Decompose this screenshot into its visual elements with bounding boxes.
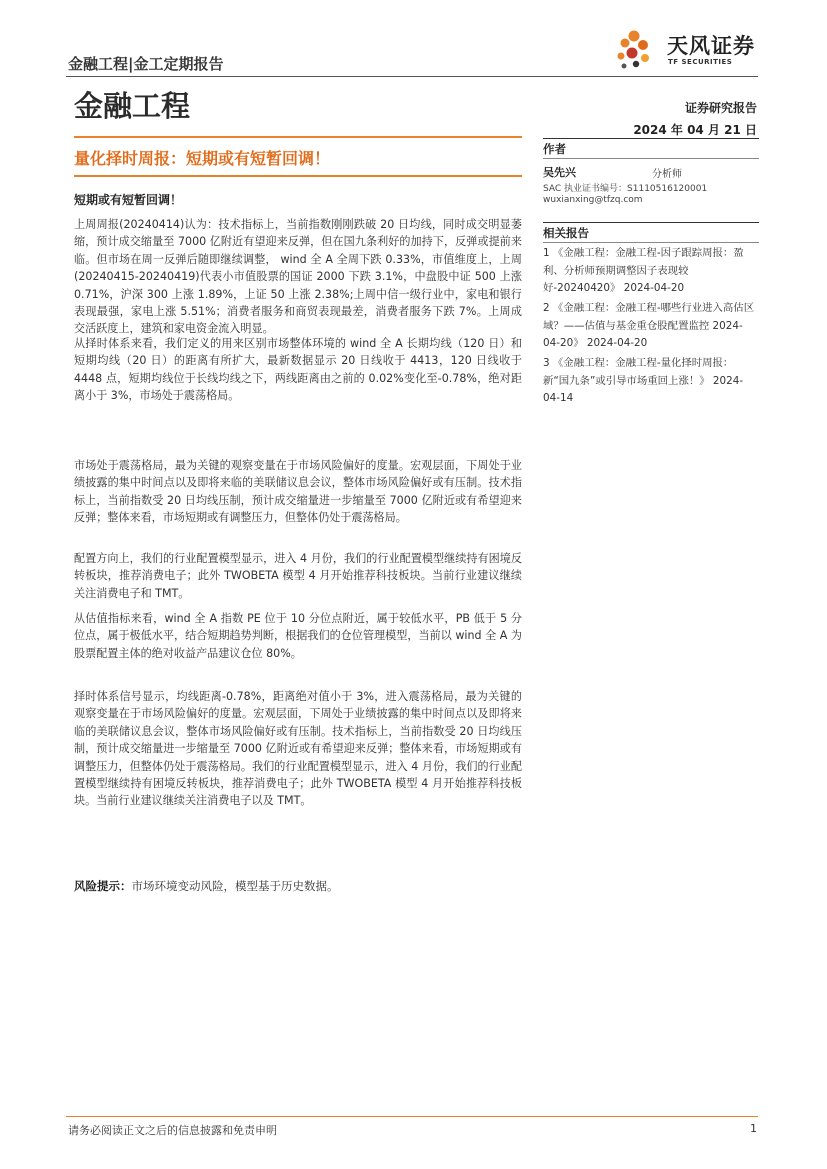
report-date: 2024 年 04 月 21 日: [633, 123, 757, 137]
body-paragraph-2: 从择时体系来看，我们定义的用来区别市场整体环境的 wind 全 A 长期均线（120 日）和短期均线（20 日）的距离有所扩大，最新数据显示 20 日线收于 4413，120 日线收于 4448 点，短期均线位于长线均线之下，两线距离由之前的 0.02%变化至-0.78%，绝对距离小于 3%，市场处于震荡格局。: [74, 337, 522, 403]
section-title: 短期或有短暂回调！: [74, 193, 183, 207]
body-paragraph-6: 择时体系信号显示，均线距离-0.78%，距离绝对值小于 3%，进入震荡格局，最为关键的观察变量在于市场风险偏好的度量。宏观层面，下周处于业绩披露的集中时间点以及即将来临的美联储议息会议，整体市场风险偏好或有压制。技术指标上，当前指数受 20 日均线压制，预计成交缩量进一步缩量至 7000 亿附近或有希望迎来反弹；整体来看，市场短期或有调整压力，但整体仍处于震荡格局。我们的行业配置模型显示，进入 4 月份，我们的行业配置模型继续持有困境反转板块，推荐消费电子；此外 TWOBETA 模型 4 月开始推荐科技板块。当前行业建议继续关注消费电子以及 TMT。: [74, 690, 522, 808]
footer-divider: [66, 1116, 758, 1117]
body-paragraph-4: 配置方向上，我们的行业配置模型显示，进入 4 月份，我们的行业配置模型继续持有困境反转板块，推荐消费电子；此外 TWOBETA 模型 4 月开始推荐科技板块。当前行业建议继续关注消费电子和 TMT。: [74, 552, 522, 600]
author-cert: SAC 执业证书编号：S1110516120001: [543, 184, 708, 194]
header-divider: [66, 76, 758, 77]
author-role: 分析师: [652, 169, 682, 180]
related-report-1[interactable]: 1 《金融工程：金融工程-因子跟踪周报：盈利、分析师预期调整因子表现较好-20240420》 2024-04-20: [543, 247, 744, 294]
risk-label: 风险提示：: [74, 879, 132, 893]
sidebar-rule-author: [543, 138, 759, 139]
related-report-2[interactable]: 2 《金融工程：金融工程-哪些行业进入高估区域？——估值与基金重仓股配置监控 2024-04-20》 2024-04-20: [543, 302, 755, 349]
author-email[interactable]: wuxianxing@tfzq.com: [543, 195, 643, 205]
sidebar-rule-related-bottom: [543, 242, 759, 243]
body-paragraph-3: 市场处于震荡格局，最为关键的观察变量在于市场风险偏好的度量。宏观层面，下周处于业绩披露的集中时间点以及即将来临的美联储议息会议，整体市场风险偏好或有压制。技术指标上，当前指数受 20 日均线压制，预计成交缩量进一步缩量至 7000 亿附近或有希望迎来反弹；整体来看，市场短期或有调整压力，但整体仍处于震荡格局。: [74, 459, 522, 525]
title-rule-top: [74, 136, 522, 138]
page-number: 1: [750, 1122, 757, 1135]
related-report-3[interactable]: 3 《金融工程：金融工程-量化择时周报：新“国九条”或引导市场重回上涨！》 2024-04-14: [543, 357, 744, 404]
footer-disclaimer: 请务必阅读正文之后的信息披露和免责申明: [68, 1124, 277, 1137]
brand-name-en: TF SECURITIES: [668, 58, 733, 66]
risk-text: 市场环境变动风险，模型基于历史数据。: [131, 879, 339, 893]
related-heading: 相关报告: [543, 226, 589, 240]
brand-name-cn: 天风证券: [667, 34, 755, 58]
risk-note: [74, 878, 339, 894]
header-subtitle: 金融工程|金工定期报告: [68, 55, 224, 73]
report-type: 证券研究报告: [684, 101, 757, 115]
body-paragraph-1: 上周周报(20240414)认为：技术指标上，当前指数刚刚跌破 20 日均线，同时成交明显萎缩，预计成交缩量至 7000 亿附近有望迎来反弹，但在国九条利好的加持下，反弹或提前来临。但市场在周一反弹后随即继续调整， wind 全 A 全周下跌 0.33%，市值维度上，上周(20240415-20240419)代表小市值股票的国证 2000 下跌 3.1%，中盘股中证 500 上涨 0.71%，沪深 300 上涨 1.89%，上证 50 上涨 2.38%;上周中信一级行业中，家电和银行表现最强，家电上涨 5.51%；消费者服务和商贸表现最差，消费者服务下跌 7%。上周成交活跃度上，建筑和家电资金流入明显。: [74, 218, 522, 336]
author-heading: 作者: [543, 142, 566, 156]
report-title: 量化择时周报：短期或有短暂回调！: [74, 149, 331, 168]
title-rule-bottom: [74, 175, 522, 177]
body-paragraph-5: 从估值指标来看，wind 全 A 指数 PE 位于 10 分位点附近，属于较低水平，PB 低于 5 分位点，属于极低水平，结合短期趋势判断，根据我们的仓位管理模型，当前以 wind 全 A 为股票配置主体的绝对收益产品建议仓位 80%。: [74, 612, 522, 660]
sidebar-rule-author-bottom: [543, 158, 759, 159]
header-title: 金融工程: [74, 89, 191, 123]
author-name: 吴先兴: [543, 166, 576, 179]
sidebar-rule-related: [543, 222, 759, 223]
